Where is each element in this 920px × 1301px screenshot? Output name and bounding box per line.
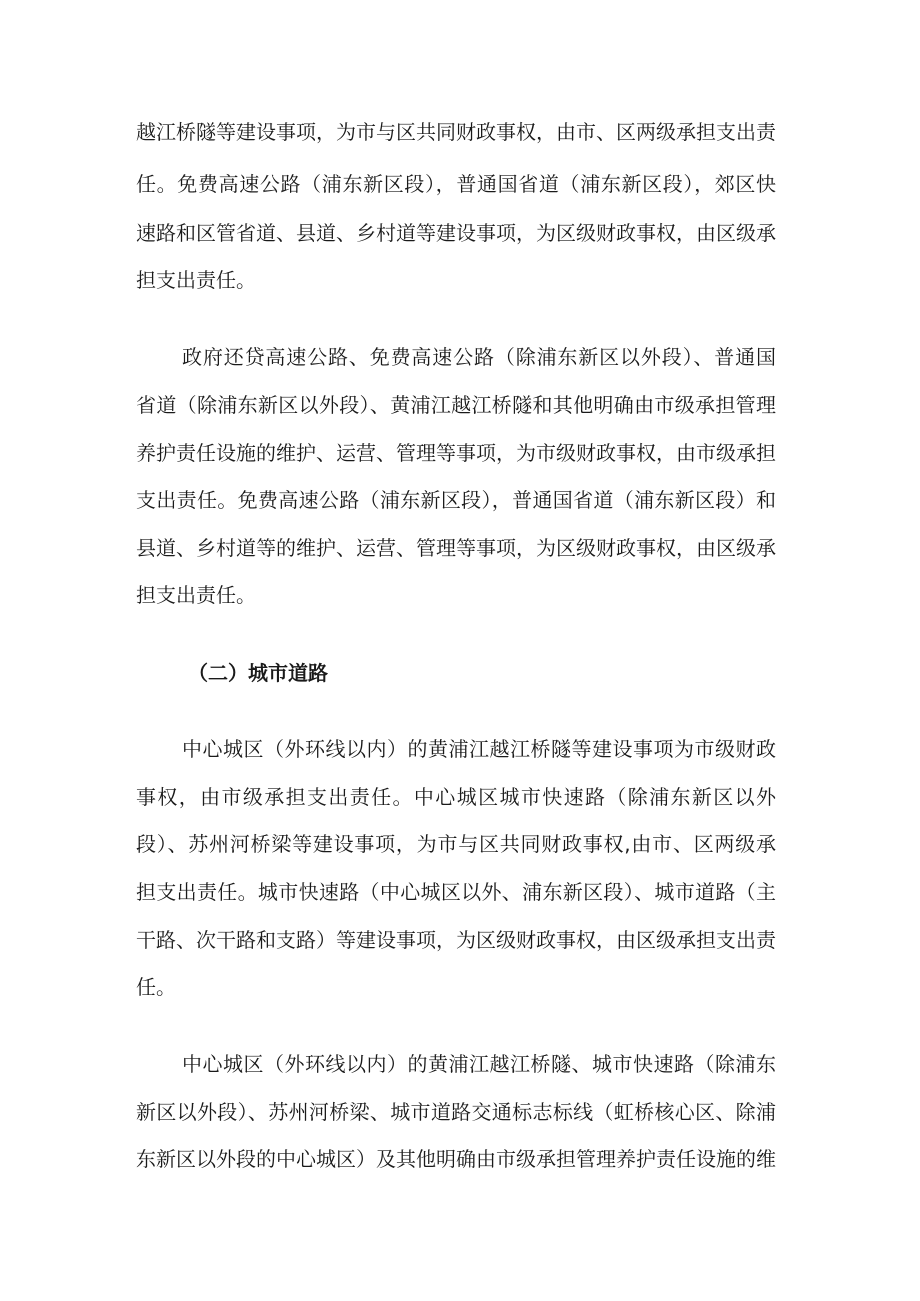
paragraph-1-line-3: 速路和区管省道、县道、乡村道等建设事项，为区级财政事权，由区级承	[136, 221, 776, 245]
paragraph-1-line-4: 担支出责任。	[136, 268, 256, 292]
section-heading: （二）城市道路	[188, 661, 328, 685]
paragraph-2-line-6: 担支出责任。	[136, 583, 256, 607]
paragraph-2-line-3: 养护责任设施的维护、运营、管理等事项，为市级财政事权，由市级承担	[136, 441, 776, 465]
paragraph-2-line-4: 支出责任。免费高速公路（浦东新区段），普通国省道（浦东新区段）和	[136, 488, 776, 512]
paragraph-2-line-2: 省道（除浦东新区以外段）、黄浦江越江桥隧和其他明确由市级承担管理	[136, 393, 776, 417]
paragraph-3-line-6: 任。	[136, 975, 176, 999]
paragraph-3-line-5: 干路、次干路和支路）等建设事项，为区级财政事权，由区级承担支出责	[136, 928, 776, 952]
paragraph-3-line-1: 中心城区（外环线以内）的黄浦江越江桥隧等建设事项为市级财政	[182, 737, 776, 761]
paragraph-1-line-2: 任。免费高速公路（浦东新区段），普通国省道（浦东新区段），郊区快	[136, 172, 776, 196]
paragraph-1-line-1: 越江桥隧等建设事项，为市与区共同财政事权，由市、区两级承担支出责	[136, 120, 776, 144]
paragraph-3-line-4: 担支出责任。城市快速路（中心城区以外、浦东新区段）、城市道路（主	[136, 880, 776, 904]
paragraph-4-line-2: 新区以外段）、苏州河桥梁、城市道路交通标志标线（虹桥核心区、除浦	[136, 1100, 776, 1124]
paragraph-2-line-1: 政府还贷高速公路、免费高速公路（除浦东新区以外段）、普通国	[182, 345, 776, 369]
paragraph-2-line-5: 县道、乡村道等的维护、运营、管理等事项，为区级财政事权，由区级承	[136, 536, 776, 560]
paragraph-4-line-1: 中心城区（外环线以内）的黄浦江越江桥隧、城市快速路（除浦东	[182, 1052, 776, 1076]
paragraph-4-line-3: 东新区以外段的中心城区）及其他明确由市级承担管理养护责任设施的维	[136, 1147, 776, 1171]
paragraph-3-line-2: 事权，由市级承担支出责任。中心城区城市快速路（除浦东新区以外	[136, 785, 776, 809]
paragraph-3-line-3: 段）、苏州河桥梁等建设事项，为市与区共同财政事权,由市、区两级承	[136, 832, 776, 856]
